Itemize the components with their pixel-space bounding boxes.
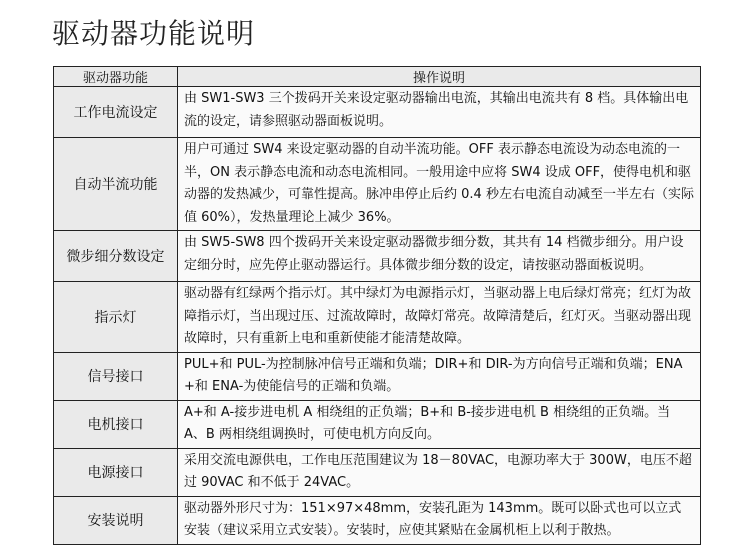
row-description: 由 SW1-SW3 三个拨码开关来设定驱动器输出电流，其输出电流共有 8 档。具体输出电流的设定，请参照驱动器面板说明。 bbox=[178, 87, 701, 138]
header-description: 操作说明 bbox=[178, 67, 701, 87]
row-function: 微步细分数设定 bbox=[54, 231, 178, 282]
row-description: PUL+和 PUL-为控制脉冲信号正端和负端；DIR+和 DIR-为方向信号正端和负端；ENA+和 ENA-为使能信号的正端和负端。 bbox=[178, 352, 701, 400]
table-row bbox=[54, 87, 701, 138]
function-table bbox=[53, 66, 701, 545]
row-function: 电机接口 bbox=[54, 400, 178, 448]
row-function: 信号接口 bbox=[54, 352, 178, 400]
row-function: 电源接口 bbox=[54, 448, 178, 496]
table-row bbox=[54, 400, 701, 448]
row-description: 驱动器有红绿两个指示灯。其中绿灯为电源指示灯，当驱动器上电后绿灯常亮；红灯为故障指示灯，当出现过压、过流故障时，故障灯常亮。故障清楚后，红灯灭。当驱动器出现故障时，只有重新上电和重新使能才能清楚故障。 bbox=[178, 282, 701, 353]
page-title: 驱动器功能说明 bbox=[52, 17, 256, 50]
row-description: 由 SW5-SW8 四个拨码开关来设定驱动器微步细分数，其共有 14 档微步细分。用户设定细分时，应先停止驱动器运行。具体微步细分数的设定，请按驱动器面板说明。 bbox=[178, 231, 701, 282]
row-description: 采用交流电源供电，工作电压范围建议为 18－80VAC，电源功率大于 300W，电压不超过 90VAC 和不低于 24VAC。 bbox=[178, 448, 701, 496]
table-row bbox=[54, 448, 701, 496]
row-description: 用户可通过 SW4 来设定驱动器的自动半流功能。OFF 表示静态电流设为动态电流的一半，ON 表示静态电流和动态电流相同。一般用途中应将 SW4 设成 OFF，使得电机和驱动器的发热减少，可靠性提高。脉冲串停止后约 0.4 秒左右电流自动减至一半左右（实际值 60%），发热量理论上减少 36%。 bbox=[178, 138, 701, 231]
table-row bbox=[54, 138, 701, 231]
row-function: 指示灯 bbox=[54, 282, 178, 353]
table-row bbox=[54, 352, 701, 400]
row-function: 安装说明 bbox=[54, 496, 178, 544]
row-description: 驱动器外形尺寸为：151×97×48mm，安装孔距为 143mm。既可以卧式也可以立式安装（建议采用立式安装）。安装时，应使其紧贴在金属机柜上以利于散热。 bbox=[178, 496, 701, 544]
row-description: A+和 A-接步进电机 A 相绕组的正负端；B+和 B-接步进电机 B 相绕组的正负端。当 A、B 两相绕组调换时，可使电机方向反向。 bbox=[178, 400, 701, 448]
header-function: 驱动器功能 bbox=[54, 67, 178, 87]
table-row bbox=[54, 282, 701, 353]
table-row bbox=[54, 231, 701, 282]
table-header-row bbox=[54, 67, 701, 87]
row-function: 自动半流功能 bbox=[54, 138, 178, 231]
table-row bbox=[54, 496, 701, 544]
row-function: 工作电流设定 bbox=[54, 87, 178, 138]
